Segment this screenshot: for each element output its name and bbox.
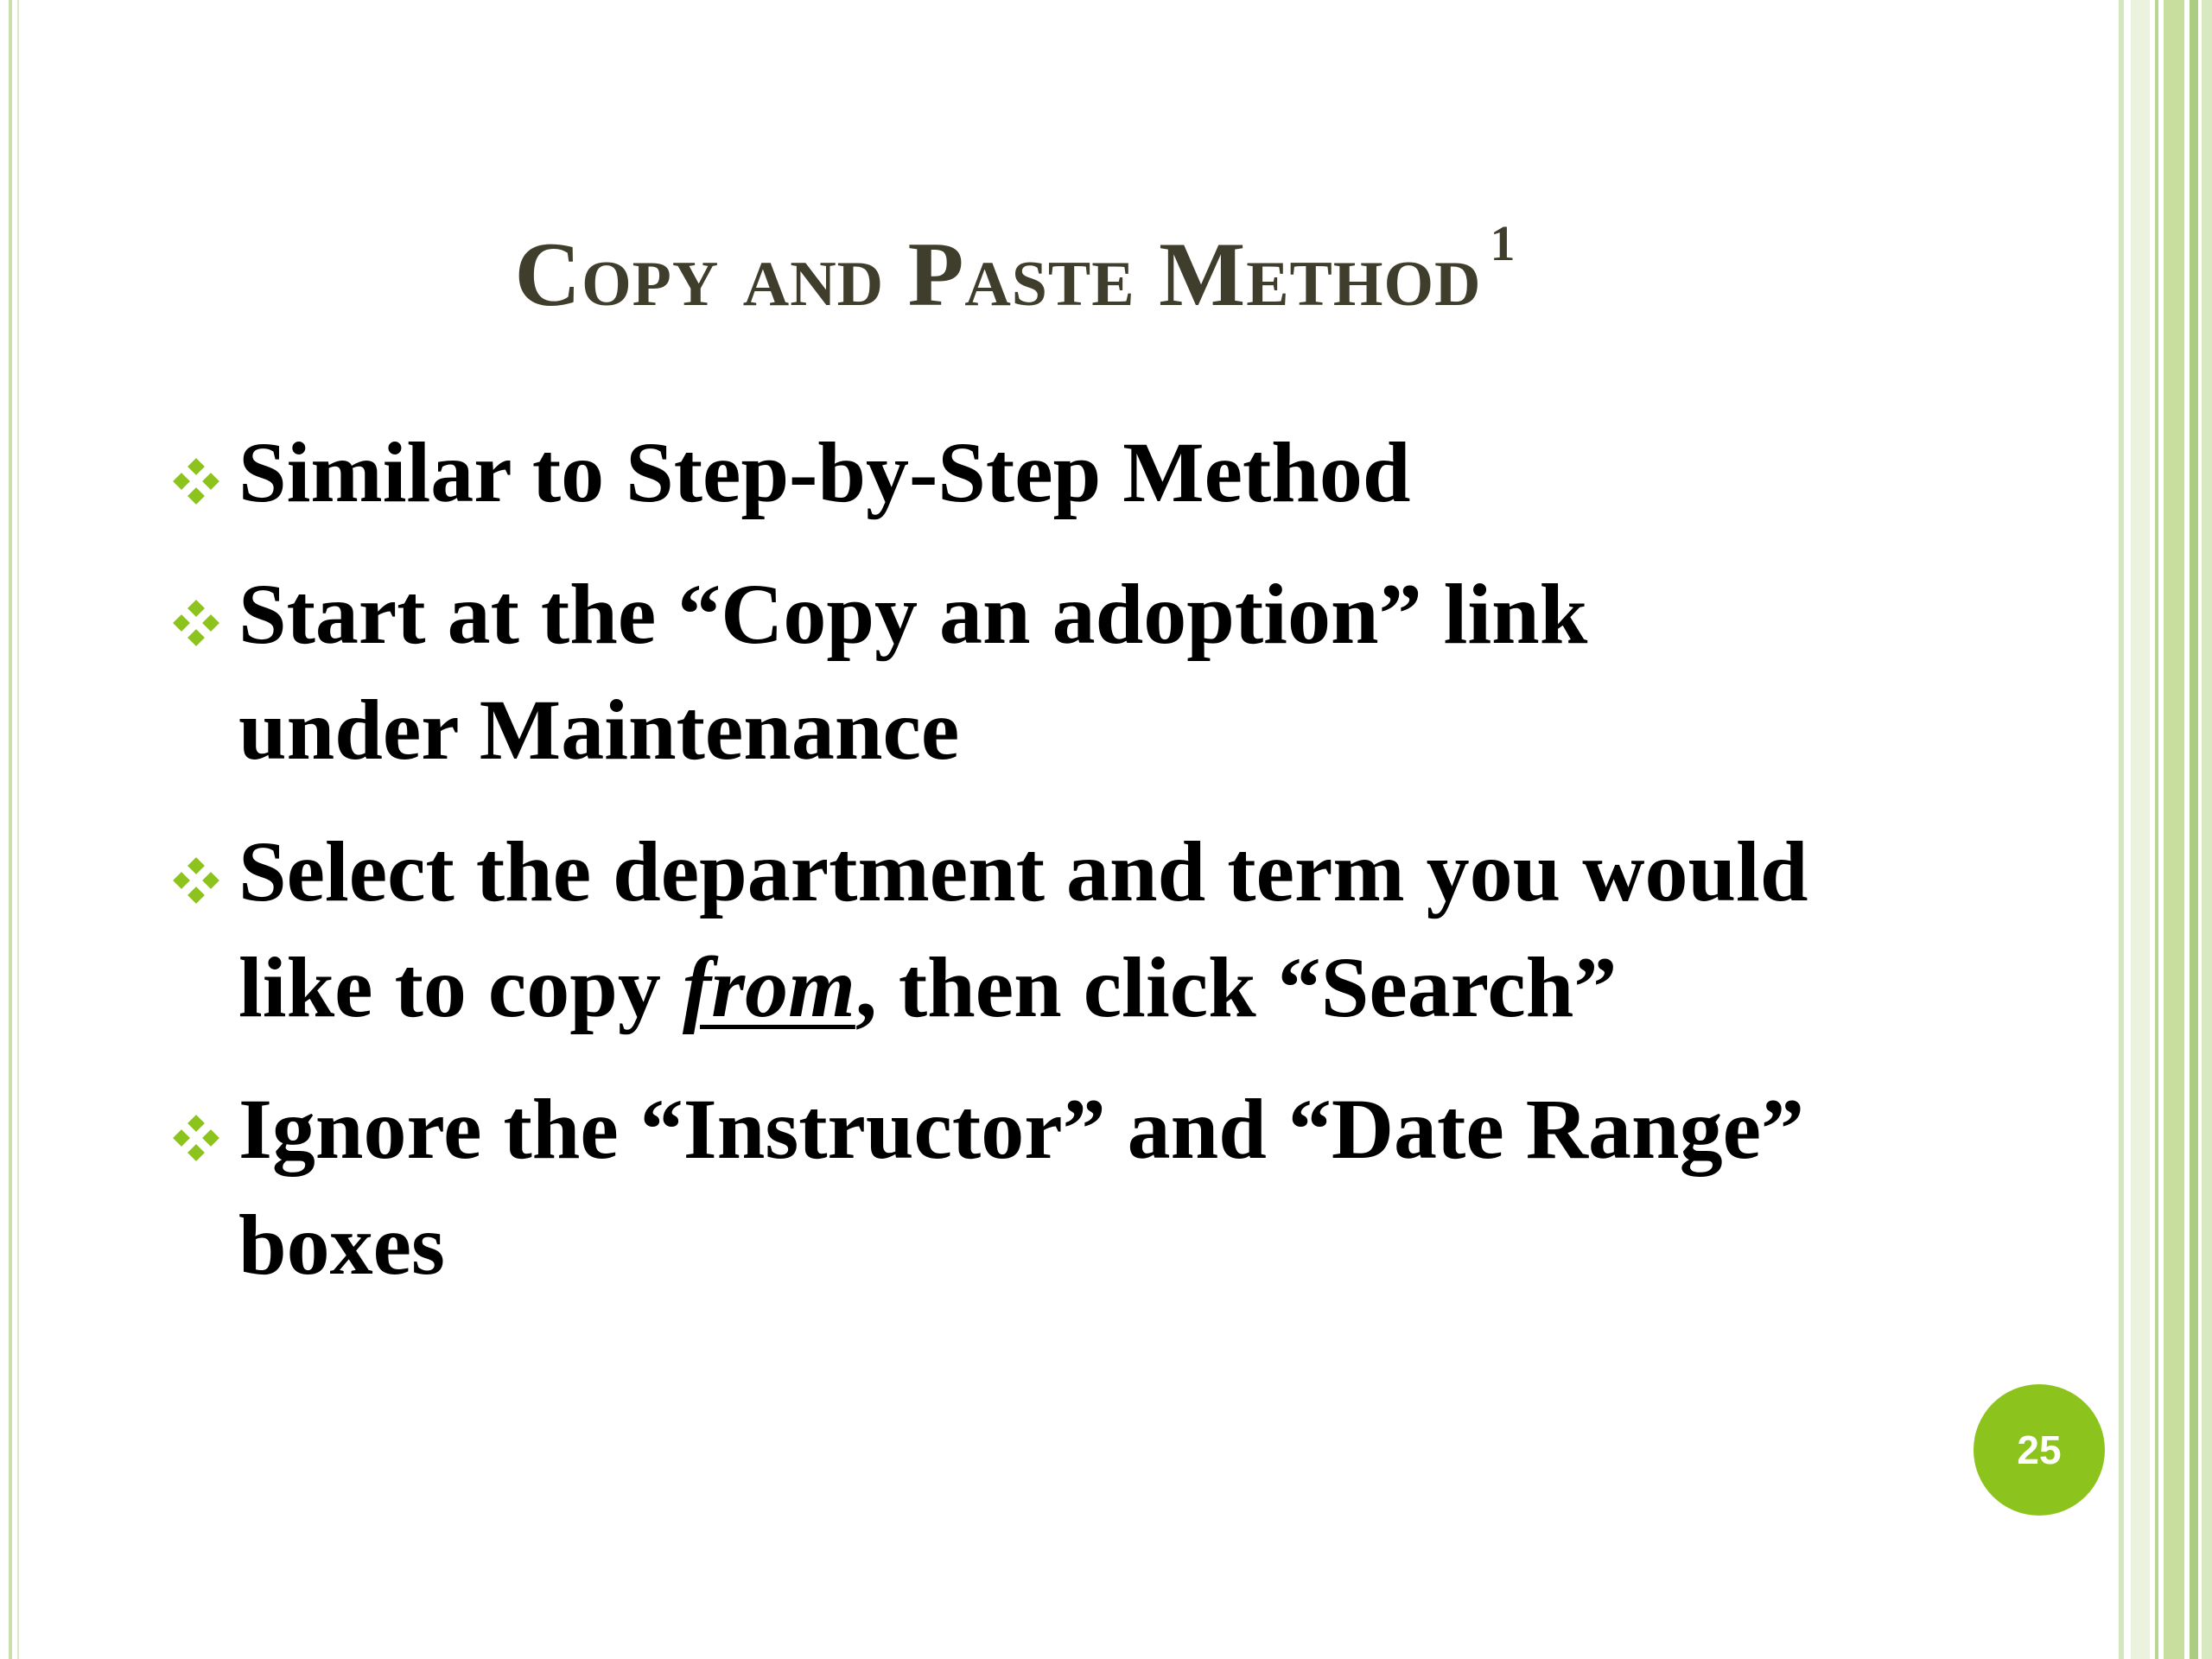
slide-title-text: Copy and Paste Method (514, 224, 1482, 325)
bullet-text: Start at the “Copy an adoption” link under Maintenance (238, 566, 1588, 778)
bullet-text: Ignore the “Instructor” and “Date Range” boxes (238, 1081, 1804, 1293)
bullet-item (173, 415, 1815, 531)
slide-title (0, 214, 2031, 327)
bullet-item (173, 1071, 1815, 1303)
right-decorative-band (2119, 0, 2212, 1659)
page-number: 25 (2017, 1427, 2062, 1472)
bullet-item (173, 556, 1815, 788)
bullet-list (173, 415, 1815, 1329)
bullet-text: Select the department and term you would like to copy (238, 823, 1808, 1035)
title-superscript: 1 (1490, 215, 1516, 271)
four-diamond-bullet-icon (173, 458, 219, 505)
four-diamond-bullet-icon (173, 600, 219, 646)
four-diamond-bullet-icon (173, 857, 219, 904)
page-number-badge (1974, 1384, 2105, 1516)
four-diamond-bullet-icon (173, 1115, 219, 1161)
bullet-emphasis: from (682, 939, 855, 1035)
bullet-text-continued: , then click “Search” (855, 939, 1618, 1035)
bullet-item (173, 814, 1815, 1046)
bullet-text: Similar to Step-by-Step Method (238, 424, 1411, 520)
